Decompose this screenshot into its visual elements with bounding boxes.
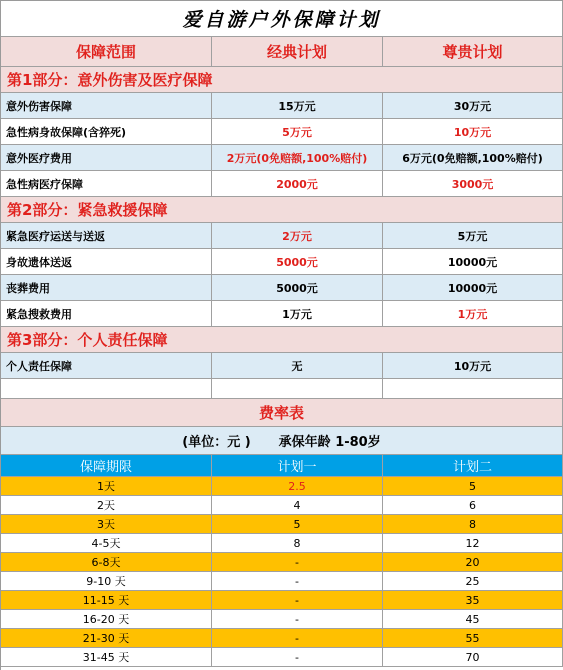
- premium-value: 5万元: [383, 223, 563, 248]
- rate-period: 2天: [1, 496, 212, 514]
- classic-value: 无: [212, 353, 383, 378]
- table-row: [1, 477, 563, 496]
- coverage-name: 紧急医疗运送与送返: [1, 223, 212, 248]
- table-row: [1, 301, 563, 327]
- header-plan-one: 计划一: [212, 455, 383, 476]
- table-row: [1, 275, 563, 301]
- premium-value: 30万元: [383, 93, 563, 118]
- section-title: 第1部分：意外伤害及医疗保障: [1, 67, 563, 92]
- coverage-name: 丧葬费用: [1, 275, 212, 300]
- age-range: 承保年龄 1-80岁: [278, 435, 381, 450]
- table-row: [1, 353, 563, 379]
- classic-value: 5000元: [212, 249, 383, 274]
- rate-plan-two: 45: [383, 610, 563, 628]
- header-coverage: 保障范围: [1, 37, 212, 66]
- blank-cell: [1, 379, 212, 398]
- rate-subtitle-row: [1, 427, 563, 455]
- title-row: [1, 1, 563, 37]
- premium-value: 6万元(0免赔额,100%赔付): [383, 145, 563, 170]
- rate-plan-two: 5: [383, 477, 563, 495]
- section-title-row: [1, 327, 563, 353]
- table-row: [1, 249, 563, 275]
- rate-subtitle: [1, 427, 563, 454]
- section-title-row: [1, 67, 563, 93]
- header-classic-plan: 经典计划: [212, 37, 383, 66]
- premium-value: 10000元: [383, 249, 563, 274]
- rate-plan-two: 12: [383, 534, 563, 552]
- table-row: [1, 223, 563, 249]
- classic-value: 1万元: [212, 301, 383, 326]
- classic-value: 2万元: [212, 223, 383, 248]
- classic-value: 2000元: [212, 171, 383, 196]
- rate-plan-one: 2.5: [212, 477, 383, 495]
- table-row: [1, 572, 563, 591]
- classic-value: [212, 145, 383, 170]
- rate-table-title: 费率表: [1, 399, 563, 426]
- rate-plan-two: 70: [383, 648, 563, 666]
- table-row: [1, 93, 563, 119]
- rate-plan-one: -: [212, 591, 383, 609]
- table-row: [1, 145, 563, 171]
- rate-unit: (单位：元 ): [182, 435, 251, 450]
- rate-plan-two: 25: [383, 572, 563, 590]
- section-title: 第3部分：个人责任保障: [1, 327, 563, 352]
- rate-plan-one: 5: [212, 515, 383, 533]
- premium-value: 1万元: [383, 301, 563, 326]
- table-row: [1, 648, 563, 667]
- rate-plan-one: -: [212, 610, 383, 628]
- rate-period: 4-5天: [1, 534, 212, 552]
- classic-value: 15万元: [212, 93, 383, 118]
- sheet-title: 爱自游户外保障计划: [1, 1, 563, 36]
- premium-value: 10万元: [383, 119, 563, 144]
- rate-plan-one: -: [212, 629, 383, 647]
- blank-cell: [212, 379, 383, 398]
- table-row: [1, 553, 563, 572]
- classic-value-amount: 2万元(0免赔额,100%赔付): [226, 151, 368, 165]
- rate-plan-two: 55: [383, 629, 563, 647]
- blank-row: [1, 379, 563, 399]
- coverage-name: 急性病身故保障(含猝死): [1, 119, 212, 144]
- rate-plan-two: 20: [383, 553, 563, 571]
- rate-plan-one: -: [212, 648, 383, 666]
- rate-period: 16-20 天: [1, 610, 212, 628]
- rate-period: 3天: [1, 515, 212, 533]
- premium-value: 3000元: [383, 171, 563, 196]
- rate-plan-one: -: [212, 572, 383, 590]
- table-row: [1, 610, 563, 629]
- premium-value: 10000元: [383, 275, 563, 300]
- rate-period: 21-30 天: [1, 629, 212, 647]
- coverage-name: 意外伤害保障: [1, 93, 212, 118]
- table-row: [1, 591, 563, 610]
- classic-value: 5万元: [212, 119, 383, 144]
- rate-plan-two: 8: [383, 515, 563, 533]
- header-period: 保障期限: [1, 455, 212, 476]
- rate-plan-two: 6: [383, 496, 563, 514]
- coverage-name: 意外医疗费用: [1, 145, 212, 170]
- section-title-row: [1, 197, 563, 223]
- table-row: [1, 515, 563, 534]
- table-row: [1, 534, 563, 553]
- rate-period: 1天: [1, 477, 212, 495]
- premium-value: 10万元: [383, 353, 563, 378]
- rate-plan-one: -: [212, 553, 383, 571]
- section-title: 第2部分：紧急救援保障: [1, 197, 563, 222]
- table-row: [1, 496, 563, 515]
- blank-cell: [383, 379, 563, 398]
- header-premium-plan: 尊贵计划: [383, 37, 563, 66]
- rate-period: 11-15 天: [1, 591, 212, 609]
- table-row: [1, 119, 563, 145]
- coverage-name: 个人责任保障: [1, 353, 212, 378]
- coverage-header-row: [1, 37, 563, 67]
- coverage-name: 紧急搜救费用: [1, 301, 212, 326]
- rate-plan-two: 35: [383, 591, 563, 609]
- classic-value: 5000元: [212, 275, 383, 300]
- rate-plan-one: 8: [212, 534, 383, 552]
- header-plan-two: 计划二: [383, 455, 563, 476]
- rate-period: 9-10 天: [1, 572, 212, 590]
- rate-title-row: [1, 399, 563, 427]
- table-row: [1, 629, 563, 648]
- rate-period: 31-45 天: [1, 648, 212, 666]
- coverage-name: 身故遗体送返: [1, 249, 212, 274]
- table-row: [1, 171, 563, 197]
- rate-period: 6-8天: [1, 553, 212, 571]
- rate-plan-one: 4: [212, 496, 383, 514]
- rate-header-row: [1, 455, 563, 477]
- coverage-name: 急性病医疗保障: [1, 171, 212, 196]
